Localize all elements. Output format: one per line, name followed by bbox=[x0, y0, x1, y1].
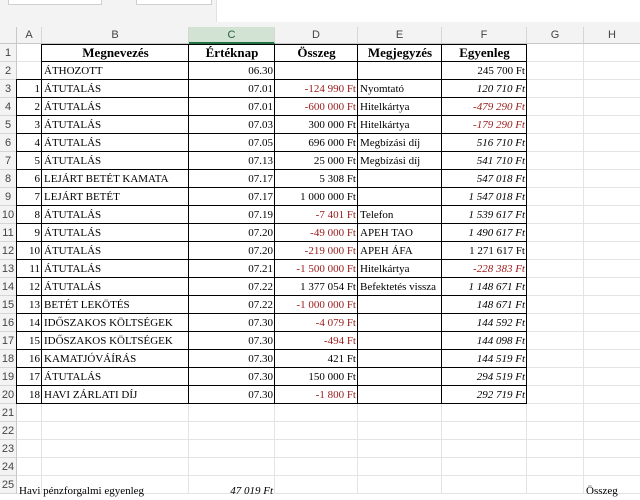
cell-megnevezes[interactable]: LEJÁRT BETÉT bbox=[44, 191, 120, 203]
cell-erteknap[interactable]: 07.22 bbox=[248, 281, 273, 293]
table-border-horizontal bbox=[41, 385, 527, 386]
seq-border-horizontal bbox=[16, 241, 42, 242]
cell-sequence[interactable]: 7 bbox=[34, 191, 40, 203]
cell-megnevezes[interactable]: ÁTUTALÁS bbox=[44, 119, 102, 131]
cell-erteknap[interactable]: 07.22 bbox=[248, 299, 273, 311]
cell-osszeg[interactable]: 25 000 Ft bbox=[313, 155, 356, 167]
row-header-13[interactable]: 13 bbox=[0, 260, 17, 278]
row-header-18[interactable]: 18 bbox=[0, 350, 17, 368]
cell-osszeg[interactable]: -1 000 000 Ft bbox=[296, 299, 356, 311]
cell-sequence[interactable]: 4 bbox=[34, 137, 40, 149]
table-border-horizontal bbox=[41, 44, 527, 45]
cell-megnevezes[interactable]: ÁTUTALÁS bbox=[44, 101, 102, 113]
cell-megjegyzes[interactable] bbox=[358, 314, 442, 332]
cell-sequence[interactable]: 11 bbox=[29, 263, 40, 275]
row-header-17[interactable]: 17 bbox=[0, 332, 17, 350]
table-border-horizontal bbox=[41, 61, 527, 62]
gridline-horizontal bbox=[17, 421, 640, 422]
seq-border-horizontal bbox=[16, 259, 42, 260]
cell-megnevezes[interactable]: ÁTUTALÁS bbox=[44, 371, 102, 383]
seq-border-horizontal bbox=[16, 403, 42, 404]
table-border-horizontal bbox=[41, 241, 527, 242]
row-header-25[interactable]: 25 bbox=[0, 476, 17, 494]
cell-megjegyzes[interactable]: APEH ÁFA bbox=[360, 245, 413, 257]
cell-erteknap[interactable]: 07.20 bbox=[248, 245, 273, 257]
cell-megnevezes[interactable]: ÁTUTALÁS bbox=[44, 227, 102, 239]
table-border-horizontal bbox=[41, 313, 527, 314]
table-border-horizontal bbox=[41, 349, 527, 350]
cell-sequence[interactable]: 16 bbox=[29, 353, 40, 365]
seq-border-horizontal bbox=[16, 295, 42, 296]
table-border-horizontal bbox=[41, 187, 527, 188]
cell-osszeg[interactable]: 5 308 Ft bbox=[319, 173, 356, 185]
table-border-horizontal bbox=[41, 259, 527, 260]
spreadsheet-grid[interactable] bbox=[0, 27, 640, 497]
row-header-22[interactable]: 22 bbox=[0, 422, 17, 440]
cell-sequence[interactable]: 18 bbox=[29, 389, 40, 401]
cell-erteknap[interactable]: 07.19 bbox=[248, 209, 273, 221]
cell-megnevezes[interactable]: ÁTUTALÁS bbox=[44, 155, 102, 167]
seq-border-horizontal bbox=[16, 223, 42, 224]
cell-egyenleg[interactable]: -179 290 Ft bbox=[473, 119, 525, 131]
cell-osszeg[interactable]: 300 000 Ft bbox=[308, 119, 356, 131]
table-border-horizontal bbox=[41, 331, 527, 332]
row-header-7[interactable]: 7 bbox=[0, 152, 17, 170]
row-header-23[interactable]: 23 bbox=[0, 440, 17, 458]
cell-megjegyzes[interactable]: Befektetés vissza bbox=[360, 281, 437, 293]
cell-egyenleg[interactable]: 1 547 018 Ft bbox=[468, 191, 525, 203]
table-border-vertical bbox=[274, 44, 275, 404]
row-header-12[interactable]: 12 bbox=[0, 242, 17, 260]
cell-sequence[interactable]: 3 bbox=[34, 119, 40, 131]
row-header-5[interactable]: 5 bbox=[0, 116, 17, 134]
column-header-h[interactable]: H bbox=[584, 27, 640, 44]
cell-egyenleg[interactable]: -479 290 Ft bbox=[473, 101, 525, 113]
cell-megnevezes[interactable]: ÁTUTALÁS bbox=[44, 83, 102, 95]
cell-megnevezes[interactable]: BETÉT LEKÖTÉS bbox=[44, 299, 130, 311]
cell-megjegyzes[interactable] bbox=[358, 62, 442, 80]
row-header-3[interactable]: 3 bbox=[0, 80, 17, 98]
row-header-11[interactable]: 11 bbox=[0, 224, 17, 242]
cell-megjegyzes[interactable]: APEH TAO bbox=[360, 227, 414, 239]
seq-border-horizontal bbox=[16, 385, 42, 386]
seq-border-horizontal bbox=[16, 115, 42, 116]
cell-megjegyzes[interactable]: Hitelkártya bbox=[360, 263, 410, 275]
cell-megnevezes[interactable]: ÁTUTALÁS bbox=[44, 263, 102, 275]
seq-border-horizontal bbox=[16, 205, 42, 206]
table-border-horizontal bbox=[41, 277, 527, 278]
cell-egyenleg[interactable]: 1 271 617 Ft bbox=[469, 245, 525, 257]
footer-value: 47 019 Ft bbox=[230, 485, 273, 497]
column-header-a[interactable]: A bbox=[17, 27, 42, 44]
cell-egyenleg[interactable]: 245 700 Ft bbox=[477, 65, 525, 77]
cell-erteknap[interactable]: 07.13 bbox=[248, 155, 273, 167]
cell-sequence[interactable]: 10 bbox=[29, 245, 40, 257]
cell-erteknap[interactable]: 07.30 bbox=[248, 353, 273, 365]
row-header-21[interactable]: 21 bbox=[0, 404, 17, 422]
cell-sequence[interactable]: 14 bbox=[29, 317, 40, 329]
cell-megnevezes[interactable]: IDŐSZAKOS KÖLTSÉGEK bbox=[44, 317, 173, 329]
cell-megnevezes[interactable]: IDŐSZAKOS KÖLTSÉGEK bbox=[44, 335, 173, 347]
cell-egyenleg[interactable]: 294 519 Ft bbox=[476, 371, 525, 383]
table-border-horizontal bbox=[41, 169, 527, 170]
cell-sequence[interactable]: 1 bbox=[34, 83, 40, 95]
cell-osszeg[interactable]: -4 079 Ft bbox=[315, 317, 356, 329]
gridline-horizontal bbox=[17, 439, 640, 440]
table-border-horizontal bbox=[41, 97, 527, 98]
cell-osszeg[interactable]: 150 000 Ft bbox=[308, 371, 356, 383]
cell-osszeg[interactable]: -1 800 Ft bbox=[315, 389, 356, 401]
cell-sequence[interactable]: 6 bbox=[34, 173, 40, 185]
cell-erteknap[interactable]: 07.03 bbox=[248, 119, 273, 131]
seq-border-horizontal bbox=[16, 97, 42, 98]
seq-border-horizontal bbox=[16, 133, 42, 134]
column-header-e[interactable]: E bbox=[358, 27, 442, 44]
seq-border-horizontal bbox=[16, 169, 42, 170]
row-header-9[interactable]: 9 bbox=[0, 188, 17, 206]
function-button[interactable] bbox=[136, 0, 212, 5]
cell-osszeg[interactable]: -494 Ft bbox=[323, 335, 356, 347]
cell-egyenleg[interactable]: 292 719 Ft bbox=[476, 389, 525, 401]
row-header-4[interactable]: 4 bbox=[0, 98, 17, 116]
cell-egyenleg[interactable]: 120 710 Ft bbox=[476, 83, 525, 95]
cell-osszeg[interactable]: -7 401 Ft bbox=[315, 209, 356, 221]
cell-erteknap[interactable]: 07.30 bbox=[248, 389, 273, 401]
column-header-c[interactable]: C bbox=[189, 27, 275, 44]
cell-megjegyzes[interactable] bbox=[358, 296, 442, 314]
table-border-vertical bbox=[526, 44, 527, 404]
header-egyenleg[interactable]: Egyenleg bbox=[459, 45, 510, 60]
cell-megnevezes[interactable]: ÁTUTALÁS bbox=[44, 245, 102, 257]
header-erteknap[interactable]: Értéknap bbox=[205, 45, 259, 60]
column-header-b[interactable]: B bbox=[42, 27, 189, 44]
header-osszeg[interactable]: Összeg bbox=[297, 45, 336, 60]
toolbar-area bbox=[0, 0, 640, 27]
cell-egyenleg[interactable]: 1 490 617 Ft bbox=[468, 227, 525, 239]
cell-sequence[interactable]: 5 bbox=[34, 155, 40, 167]
cell-egyenleg[interactable]: -228 383 Ft bbox=[473, 263, 525, 275]
footer-label: Havi pénzforgalmi egyenleg bbox=[19, 485, 145, 497]
cell-erteknap[interactable]: 07.05 bbox=[248, 137, 273, 149]
cell-egyenleg[interactable]: 1 148 671 Ft bbox=[468, 281, 525, 293]
cell-egyenleg[interactable]: 144 098 Ft bbox=[476, 335, 525, 347]
select-all-corner[interactable] bbox=[0, 27, 17, 44]
cell-megnevezes[interactable]: ÁTHOZOTT bbox=[44, 65, 103, 77]
seq-border-horizontal bbox=[16, 331, 42, 332]
cell-erteknap[interactable]: 07.30 bbox=[248, 371, 273, 383]
table-border-vertical bbox=[441, 44, 442, 404]
table-border-horizontal bbox=[41, 79, 527, 80]
cell-megjegyzes[interactable]: Megbízási díj bbox=[360, 155, 421, 167]
name-box[interactable] bbox=[8, 0, 102, 5]
cell-megjegyzes[interactable]: Hitelkártya bbox=[360, 119, 410, 131]
row-header-6[interactable]: 6 bbox=[0, 134, 17, 152]
cell-erteknap[interactable]: 07.30 bbox=[248, 317, 273, 329]
cell-megnevezes[interactable]: ÁTUTALÁS bbox=[44, 137, 102, 149]
cell-megnevezes[interactable]: KAMATJÓVÁÍRÁS bbox=[44, 353, 137, 365]
cell-megjegyzes[interactable]: Megbízási díj bbox=[360, 137, 421, 149]
cell-sequence[interactable]: 9 bbox=[34, 227, 40, 239]
row-header-16[interactable]: 16 bbox=[0, 314, 17, 332]
cell-megjegyzes[interactable] bbox=[358, 386, 442, 404]
column-header-g[interactable]: G bbox=[527, 27, 584, 44]
row-header-1[interactable]: 1 bbox=[0, 44, 17, 62]
cell-osszeg[interactable]: 421 Ft bbox=[327, 353, 356, 365]
table-border-horizontal bbox=[41, 367, 527, 368]
cell-egyenleg[interactable]: 148 671 Ft bbox=[476, 299, 525, 311]
table-border-horizontal bbox=[41, 151, 527, 152]
cell-megjegyzes[interactable] bbox=[358, 350, 442, 368]
table-border-horizontal bbox=[41, 295, 527, 296]
cell-megjegyzes[interactable] bbox=[358, 188, 442, 206]
cell-erteknap[interactable]: 07.20 bbox=[248, 227, 273, 239]
cell-megjegyzes[interactable] bbox=[358, 368, 442, 386]
row-header-10[interactable]: 10 bbox=[0, 206, 17, 224]
cell-osszeg[interactable]: 696 000 Ft bbox=[308, 137, 356, 149]
seq-border-horizontal bbox=[16, 151, 42, 152]
cell-osszeg[interactable]: -600 000 Ft bbox=[304, 101, 356, 113]
header-megjegyzes[interactable]: Megjegyzés bbox=[367, 45, 433, 60]
table-border-horizontal bbox=[41, 403, 527, 404]
cell-sequence[interactable]: 13 bbox=[29, 299, 40, 311]
cell-osszeg[interactable]: -124 990 Ft bbox=[304, 83, 356, 95]
cell-osszeg[interactable]: 1 000 000 Ft bbox=[300, 191, 356, 203]
cell-egyenleg[interactable]: 541 710 Ft bbox=[476, 155, 525, 167]
formula-bar[interactable] bbox=[216, 0, 640, 22]
cell-megjegyzes[interactable] bbox=[358, 170, 442, 188]
table-border-vertical bbox=[188, 44, 189, 404]
gridline-horizontal bbox=[17, 457, 640, 458]
seq-border-horizontal bbox=[16, 349, 42, 350]
cell-megjegyzes[interactable] bbox=[358, 332, 442, 350]
cell-erteknap[interactable]: 07.17 bbox=[248, 173, 273, 185]
row-header-20[interactable]: 20 bbox=[0, 386, 17, 404]
cell-megjegyzes[interactable]: Telefon bbox=[360, 209, 394, 221]
cell-osszeg[interactable]: -219 000 Ft bbox=[304, 245, 356, 257]
cell-egyenleg[interactable]: 1 539 617 Ft bbox=[468, 209, 525, 221]
seq-border-horizontal bbox=[16, 79, 42, 80]
column-header-f[interactable]: F bbox=[442, 27, 527, 44]
cell-erteknap[interactable]: 06.30 bbox=[248, 65, 273, 77]
cell-sequence[interactable]: 2 bbox=[34, 101, 40, 113]
cell-sequence[interactable]: 17 bbox=[29, 371, 40, 383]
cell-osszeg[interactable]: 1 377 054 Ft bbox=[300, 281, 356, 293]
cell-erteknap[interactable]: 07.30 bbox=[248, 335, 273, 347]
cell-erteknap[interactable]: 07.01 bbox=[248, 83, 273, 95]
cell-osszeg[interactable]: -49 000 Ft bbox=[310, 227, 356, 239]
cell-erteknap[interactable]: 07.17 bbox=[248, 191, 273, 203]
cell-sequence[interactable]: 15 bbox=[29, 335, 40, 347]
table-border-vertical bbox=[357, 44, 358, 404]
cell-osszeg[interactable]: -1 500 000 Ft bbox=[296, 263, 356, 275]
column-header-d[interactable]: D bbox=[275, 27, 358, 44]
seq-border-horizontal bbox=[16, 277, 42, 278]
row-header-2[interactable]: 2 bbox=[0, 62, 17, 80]
cell-erteknap[interactable]: 07.01 bbox=[248, 101, 273, 113]
cell-megnevezes[interactable]: ÁTUTALÁS bbox=[44, 209, 102, 221]
seq-border-horizontal bbox=[16, 187, 42, 188]
table-border-horizontal bbox=[41, 223, 527, 224]
table-border-vertical bbox=[41, 44, 42, 404]
seq-border-horizontal bbox=[16, 313, 42, 314]
footer-right-label: Összeg bbox=[586, 485, 618, 497]
cell-egyenleg[interactable]: 144 519 Ft bbox=[476, 353, 525, 365]
cell-sequence[interactable]: 12 bbox=[29, 281, 40, 293]
row-header-19[interactable]: 19 bbox=[0, 368, 17, 386]
gridline-vertical bbox=[583, 44, 584, 494]
cell-megnevezes[interactable]: HAVI ZÁRLATI DÍJ bbox=[44, 389, 138, 401]
cell-megjegyzes[interactable]: Hitelkártya bbox=[360, 101, 410, 113]
row-header-24[interactable]: 24 bbox=[0, 458, 17, 476]
cell-osszeg[interactable] bbox=[275, 62, 358, 80]
table-border-horizontal bbox=[41, 205, 527, 206]
cell-egyenleg[interactable]: 144 592 Ft bbox=[476, 317, 525, 329]
cell-egyenleg[interactable]: 547 018 Ft bbox=[476, 173, 525, 185]
seq-border-horizontal bbox=[16, 367, 42, 368]
table-border-horizontal bbox=[41, 115, 527, 116]
cell-megnevezes[interactable]: LEJÁRT BETÉT KAMATA bbox=[44, 173, 169, 185]
row-header-14[interactable]: 14 bbox=[0, 278, 17, 296]
cell-sequence[interactable]: 8 bbox=[34, 209, 40, 221]
row-header-15[interactable]: 15 bbox=[0, 296, 17, 314]
cell-erteknap[interactable]: 07.21 bbox=[248, 263, 273, 275]
cell-megjegyzes[interactable]: Nyomtató bbox=[360, 83, 404, 95]
table-border-horizontal bbox=[41, 133, 527, 134]
gridline-horizontal bbox=[17, 475, 640, 476]
cell-megnevezes[interactable]: ÁTUTALÁS bbox=[44, 281, 102, 293]
header-megnevezes[interactable]: Megnevezés bbox=[82, 45, 149, 60]
cell-egyenleg[interactable]: 516 710 Ft bbox=[476, 137, 525, 149]
cell-sequence[interactable] bbox=[17, 62, 42, 80]
row-header-8[interactable]: 8 bbox=[0, 170, 17, 188]
